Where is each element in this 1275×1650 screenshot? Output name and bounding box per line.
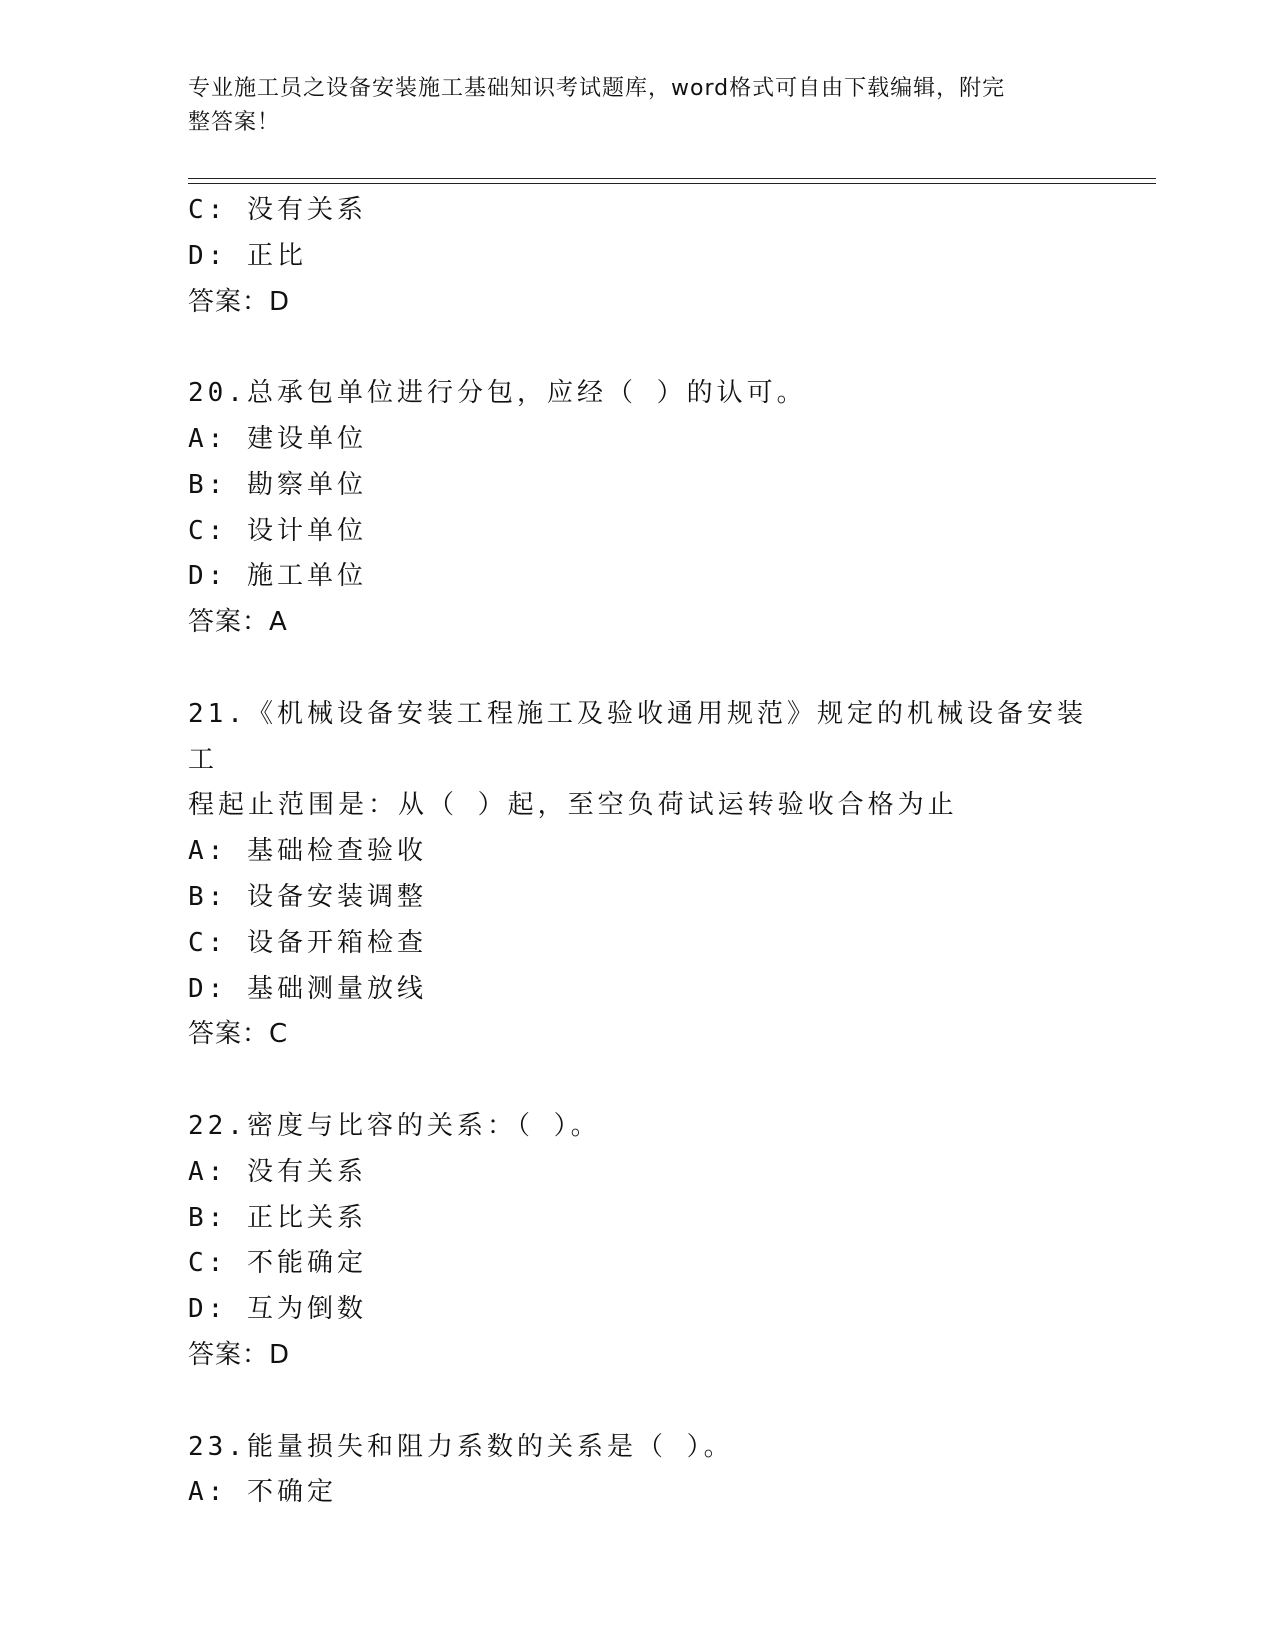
header-divider-bottom — [188, 183, 1156, 184]
option-b: B: 正比关系 — [188, 1202, 367, 1233]
question-block-22 — [188, 1104, 1088, 1379]
question-stem: 20.总承包单位进行分包，应经（ ）的认可。 — [188, 378, 807, 409]
option-d: D: 正比 — [188, 240, 307, 271]
question-spacer — [188, 1379, 1088, 1425]
option-c: C: 没有关系 — [188, 195, 367, 225]
header-line-2: 整答案！ — [188, 110, 281, 135]
option-c: C: 设计单位 — [188, 515, 367, 546]
option-d: D: 基础测量放线 — [188, 973, 427, 1004]
question-stem: 21.《机械设备安装工程施工及验收通用规范》规定的机械设备安装工 — [188, 698, 1087, 775]
option-a: A: 建设单位 — [188, 423, 367, 454]
question-spacer — [188, 325, 1088, 371]
answer-line: 答案：D — [188, 1339, 291, 1370]
question-stem-continued: 程起止范围是：从（ ）起，至空负荷试运转验收合格为止 — [188, 790, 958, 821]
option-a: A: 不确定 — [188, 1477, 337, 1508]
question-stem: 22.密度与比容的关系：（ ）。 — [188, 1110, 601, 1141]
question-block-21 — [188, 692, 1088, 1058]
option-c: C: 不能确定 — [188, 1248, 367, 1279]
question-block-20 — [188, 371, 1088, 646]
option-a: A: 没有关系 — [188, 1156, 367, 1187]
header-line-1: 专业施工员之设备安装施工基础知识考试题库，word格式可自由下载编辑，附完 — [188, 76, 1006, 101]
question-list — [188, 188, 1088, 1516]
answer-line: 答案：A — [188, 607, 288, 638]
question-block-19 — [188, 188, 1088, 325]
document-header — [188, 72, 1068, 140]
question-block-23 — [188, 1425, 1088, 1517]
option-d: D: 施工单位 — [188, 561, 367, 592]
option-b: B: 勘察单位 — [188, 469, 367, 500]
option-b: B: 设备安装调整 — [188, 881, 427, 912]
option-c: C: 设备开箱检查 — [188, 927, 427, 958]
question-spacer — [188, 646, 1088, 692]
question-stem: 23.能量损失和阻力系数的关系是（ ）。 — [188, 1431, 734, 1462]
question-spacer — [188, 1058, 1088, 1104]
header-divider-top — [188, 178, 1156, 179]
answer-line: 答案：C — [188, 1019, 289, 1050]
answer-line: 答案：D — [188, 286, 291, 317]
option-d: D: 互为倒数 — [188, 1294, 367, 1325]
option-a: A: 基础检查验收 — [188, 836, 427, 867]
